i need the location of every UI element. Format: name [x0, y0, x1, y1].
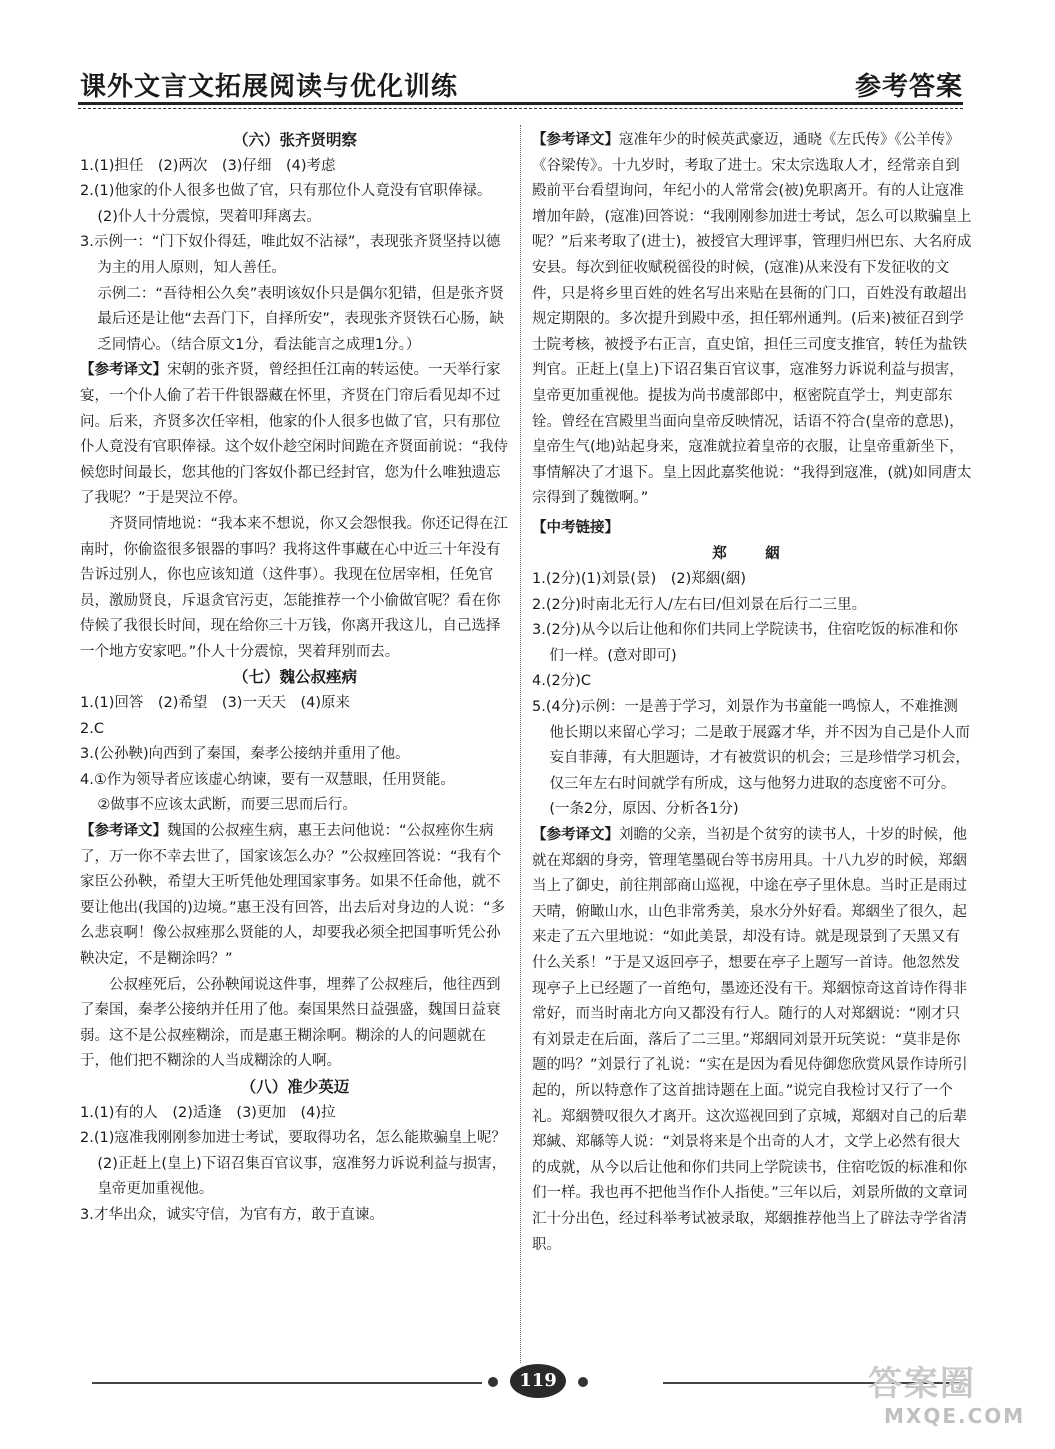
passage-title: 郑 絪 [712, 545, 792, 562]
translation-label: 【参考译文】 [532, 827, 619, 844]
answer-item: (2)正赶上(皇上)下诏召集百官议事，寇准努力诉说利益与损害，皇帝更加重视他。 [97, 1155, 507, 1198]
page-footer [92, 1368, 963, 1398]
answer-item: 3.才华出众，诚实守信，为官有方，敢于直谏。 [80, 1206, 384, 1223]
translation-paragraph: 公叔痤死后，公孙鞅闻说这件事，埋葬了公叔痤后，他往西到了秦国，秦孝公接纳并任用了他。秦国果然日益强盛，魏国日益衰弱。这不是公叔痤糊涂，而是惠王糊涂啊。糊涂的人的问题就在于，他们把不糊涂的人当成糊涂的人啊。 [80, 976, 501, 1070]
translation-paragraph: 齐贤同情地说：“我本来不想说，你又会怨恨我。你还记得在江南时，你偷盗很多银器的事吗？我将这件事藏在心中近三十年没有告诉过别人，你也应该知道（这件事）。我现在位居宰相，任免官员，激励贤良，斥退贪官污吏，怎能推荐一个小偷做官呢？看在你侍候了我很长时间，现在给你三十万钱，你离开我这儿，自己选择一个地方安家吧。”仆人十分震惊，哭着拜别而去。 [80, 515, 509, 660]
answer-item: (2)仆人十分震惊，哭着叩拜离去。 [97, 208, 321, 225]
answer-item: 3.示例一：“门下奴仆得廷，唯此奴不沾禄”，表现张齐贤坚持以德为主的用人原则，知人善任。 [80, 234, 501, 276]
answer-item: 1.(1)有的人 (2)适逢 (3)更加 (4)拉 [80, 1104, 336, 1121]
section-label: 参考答案 [854, 72, 963, 102]
page-header [78, 62, 963, 110]
header-rule [78, 102, 963, 105]
header-rule-dashed [78, 108, 963, 109]
translation-text: 刘瞻的父亲，当初是个贫穷的读书人，十岁的时候，他就在郑絪的身旁，管理笔墨砚台等书房用具。十八九岁的时候，郑絪当上了御史，前往荆部商山巡视，中途在亭子里休息。当时正是雨过天晴，俯瞰山水，山色非常秀美，泉水分外好看。郑絪坐了很久，起来走了五六里地说：“如此美景，却没有诗。就是现景到了天黑又有什么关系！”于是又返回亭子，想要在亭子上题写一首诗。他忽然发现亭子上已经题了一首绝句，墨迹还没有干。郑絪惊奇这首诗作得非常好，而当时南北方向又都没有行人。随行的人对郑絪说：“刚才只有刘景走在后面，落后了二三里。”郑絪同刘景开玩笑说：“莫非是你题的吗？”刘景行了礼说：“实在是因为看见侍御您欣赏风景作诗所引起的，所以特意作了这首拙诗题在上面。”说完自我检讨又行了一个礼。郑絪赞叹很久才离开。这次巡视回到了京城，郑絪对自己的后辈郑緘、郑緜等人说：“刘景将来是个出奇的人才，文学上必然有很大的成就，从今以后让他和你们共同上学院读书，住宿吃饭的标准和你们一样。我也再不把他当作仆人指使。”三年以后，刘景所做的文章词汇十分出色，经过科举考试被录取，郑絪推荐他当上了辟法寺学省清职。 [532, 827, 968, 1253]
right-column [532, 128, 972, 1258]
answer-item: 2.(1)他家的仆人很多也做了官，只有那位仆人竟没有官职俸禄。 [80, 183, 492, 200]
watermark-url: MXQE.COM [884, 1404, 1026, 1428]
section-title-6: （六）张齐贤明察 [232, 131, 357, 149]
section-title-8: （八）准少英迈 [240, 1077, 350, 1096]
answer-item: ②做事不应该太武断，而要三思而后行。 [97, 797, 357, 814]
translation-text: 魏国的公叔痤生病，惠王去问他说：“公叔痤你生病了，万一你不幸去世了，国家该怎么办？”公叔痤回答说：“我有个家臣公孙鞅，希望大王听凭他处理国家事务。如果不任命他，就不要让他出(我国的)边境。”惠王没有回答，出去后对身边的人说：“多么悲哀啊！像公叔痤那么贤能的人，却要我必须全把国事听凭公孙鞅决定，不是糊涂吗？” [80, 823, 506, 967]
exam-link-label: 【中考链接】 [532, 519, 619, 536]
book-title: 课外文言文拓展阅读与优化训练 [80, 72, 459, 102]
translation-paragraph [80, 819, 510, 973]
footer-dot-icon [488, 1377, 498, 1387]
left-column [80, 128, 510, 1229]
translation-text: 寇准年少的时候英武豪迈，通晓《左氏传》《公羊传》《谷梁传》。十九岁时，考取了进士。宋太宗选取人才，经常亲自到殿前平台看望询问，年纪小的人常常会(被)免职离开。有的人让寇准增加年龄，(寇准)回答说：“我刚刚参加进士考试，怎么可以欺骗皇上呢？”后来考取了(进士)，被授官大理评事，管理归州巴东、大名府成安县。每次到征收赋税徭役的时候，(寇准)从来没有下发征收的文件，只是将乡里百姓的姓名写出来贴在县衙的门口，百姓没有敢超出规定期限的。多次提升到殿中丞，担任郓州通判。(后来)被征召到学士院考核，被授予右正言，直史馆，担任三司度支推官，转任为盐铁判官。正赶上(皇上)下诏召集百官议事，寇准努力诉说利益与损害，皇帝更加重视他。提拔为尚书虞部郎中，枢密院直学士，判吏部东铨。曾经在宫殿里当面向皇帝反映情况，话语不符合(皇帝的意思)，皇帝生气(地)站起身来，寇准就拉着皇帝的衣服，让皇帝重新坐下，事情解决了才退下。皇上因此嘉奖他说：“我得到寇准，(就)如同唐太宗得到了魏徵啊。” [532, 132, 972, 507]
answer-item: 4.①作为领导者应该虚心纳谏，要有一双慧眼，任用贤能。 [80, 771, 455, 788]
answer-item: 4.(2分)C [532, 673, 591, 690]
translation-paragraph [532, 128, 972, 512]
answer-item: 2.C [80, 720, 104, 737]
answer-item: 3.(公孙鞅)向西到了秦国，秦孝公接纳并重用了他。 [80, 746, 410, 763]
translation-paragraph [532, 823, 972, 1258]
answer-item: 1.(1)回答 (2)希望 (3)一天天 (4)原来 [80, 695, 350, 712]
answer-item: 1.(2分)(1)刘景(景) (2)郑絪(絪) [532, 571, 747, 588]
translation-label: 【参考译文】 [80, 823, 167, 840]
translation-label: 【参考译文】 [80, 362, 167, 379]
footer-dot-icon [578, 1377, 588, 1387]
column-divider [520, 125, 521, 1363]
answer-item: 1.(1)担任 (2)两次 (3)仔细 (4)考虑 [80, 157, 336, 174]
translation-text: 宋朝的张齐贤，曾经担任江南的转运使。一天举行家宴，一个仆人偷了若干件银器藏在怀里，齐贤在门帘后看见却不过问。后来，齐贤多次任宰相，他家的仆人很多也做了官，只有那位仆人竟没有官职俸禄。这个奴仆趁空闲时间跪在齐贤面前说：“我侍候您时间最长，您其他的门客奴仆都已经封官，您为什么唯独遗忘了我呢？”于是哭泣不停。 [80, 362, 509, 507]
answer-item: 2.(2分)时南北无行人/左右曰/但刘景在后行二三里。 [532, 596, 867, 613]
translation-paragraph [80, 358, 510, 512]
watermark-logo: 答案圈 [868, 1364, 976, 1404]
answer-item: 5.(4分)示例：一是善于学习，刘景作为书童能一鸣惊人，不难推测他长期以来留心学习；二是敢于展露才华，并不因为自己是仆人而妄自菲薄，有大胆题诗，才有被赏识的机会；三是珍惜学习机会，仅三年左右时间就学有所成，这与他努力进取的态度密不可分。(一条2分，原因、分析各1分) [532, 699, 970, 818]
answer-item: 2.(1)寇准我刚刚参加进士考试，要取得功名，怎么能欺骗皇上呢？ [80, 1130, 506, 1147]
answer-item: 3.(2分)从今以后让他和你们共同上学院读书，住宿吃饭的标准和你们一样。(意对即可) [532, 622, 958, 664]
page-number: 119 [510, 1364, 566, 1398]
footer-rule-left [92, 1382, 482, 1384]
answer-item: 示例二：“吾待相公久矣”表明该奴仆只是偶尔犯错，但是张齐贤最后还是让他“去吾门下，自择所安”，表现张齐贤铁石心肠，缺乏同情心。（结合原文1分，看法能言之成理1分。） [97, 285, 504, 353]
section-title-7: （七）魏公叔痤病 [232, 668, 357, 687]
translation-label: 【参考译文】 [532, 132, 619, 148]
